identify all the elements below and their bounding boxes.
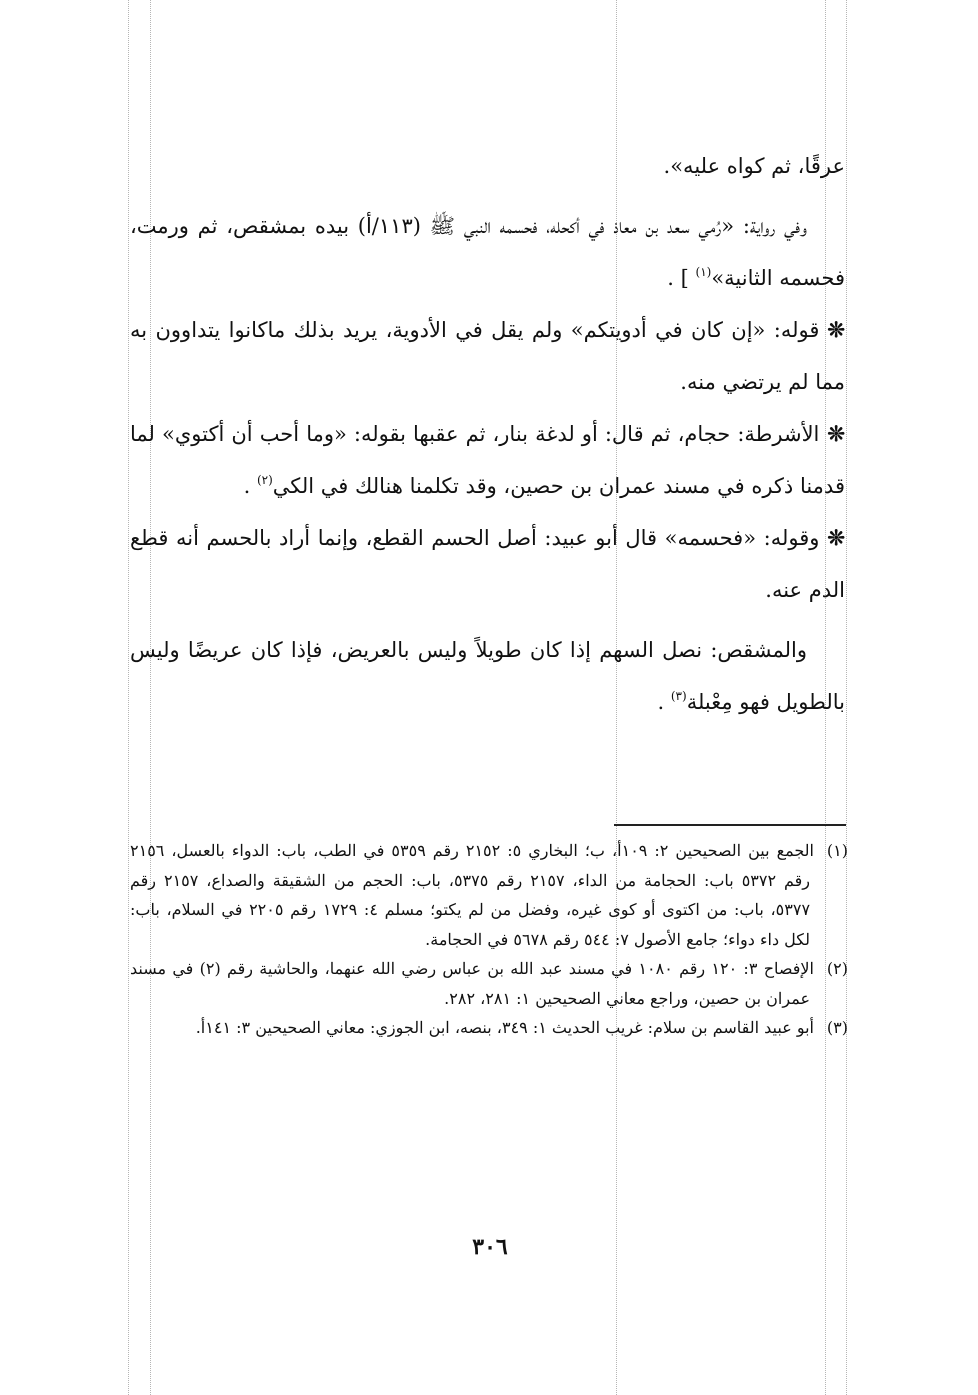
footnote-number: (٣) (826, 1018, 848, 1037)
paragraph (130, 624, 845, 728)
paragraph (130, 140, 845, 192)
star-marker-icon: ❊ (827, 421, 845, 446)
footnote (130, 954, 848, 1013)
scan-guide-line (128, 0, 129, 1395)
paragraph-text: قوله: «إن كان في أدويتكم» ولم يقل في الأدوية، يريد بذلك ماكانوا يتداوون به مما لم يرتضي منه. (130, 318, 845, 394)
paragraph-text: وقوله: «فحسمه» قال أبو عبيد: أصل الحسم القطع، وإنما أراد بالحسم أنه قطع الدم عنه. (130, 526, 845, 602)
footnote (130, 836, 848, 954)
footnotes (130, 836, 848, 1043)
footnote-text: الجمع بين الصحيحين ٢: ١٠٩أ، ب؛ البخاري ٥: ٢١٥٢ رقم ٥٣٥٩ في الطب، باب: الدواء بالعسل، ٢١٥٦ رقم ٥٣٧٢ باب: الحجامة من الداء، ٢١٥٧ رقم ٥٣٧٥، باب: الحجم من الشقيقة والصداع، ٢١٥٧ رقم ٥٣٧٧، باب: من اكتوى أو كوى غيره، وفضل من لم يكتو؛ مسلم ٤: ١٧٢٩ رقم ٢٢٠٥ في السلام، باب: لكل داء دواء؛ جامع الأصول ٧: ٥٤٤ رقم ٥٦٧٨ في الحجامة. (130, 841, 814, 949)
star-marker-icon: ❊ (827, 525, 845, 550)
footnote-ref: (١) (695, 265, 712, 279)
paragraph-text: وفي رواية: «رُمي سعد بن معاذ في أكحله، فحسمه النبي ﷺ (١١٣/أ) بيده بمشقص، ثم ورمت، فحسمه الثانية» (130, 214, 845, 290)
paragraph (130, 408, 845, 512)
footnote-text: أبو عبيد القاسم بن سلام: غريب الحديث ١: ٣٤٩، بنصه، ابن الجوزي: معاني الصحيحين ٣: ١٤١أ. (195, 1018, 814, 1037)
footnote-ref: (٣) (670, 689, 687, 703)
footnote-number: (٢) (826, 959, 848, 978)
footnote-number: (١) (826, 841, 848, 860)
paragraph-text: . (243, 474, 257, 498)
star-marker-icon: ❊ (827, 317, 845, 342)
paragraph-text: الأشرطة: حجام، ثم قال: أو لدغة بنار، ثم عقبها بقوله: «وما أحب أن أكتوي» لما قدمنا ذكره في مسند عمران بن حصين، وقد تكلمنا هنالك في الكي (130, 422, 845, 498)
page-number: ٣٠٦ (472, 1234, 508, 1260)
footnote-separator (614, 824, 846, 826)
paragraph-text: والمشقص: نصل السهم إذا كان طويلاً وليس بالعريض، فإذا كان عريضًا وليس بالطويل فهو مِعْبلة (130, 638, 845, 714)
paragraph (130, 512, 845, 616)
paragraph-text: ] . (667, 266, 689, 290)
paragraph (130, 304, 845, 408)
paragraph-text: عرقًا، ثم كواه عليه». (663, 154, 845, 178)
footnote (130, 1013, 848, 1043)
scan-guide-line (846, 0, 847, 1395)
main-text (130, 140, 845, 728)
paragraph (130, 200, 845, 304)
paragraph-text: . (657, 690, 671, 714)
footnote-ref: (٢) (256, 473, 273, 487)
footnote-text: الإفصاح ٣: ١٢٠ رقم ١٠٨٠ في مسند عبد الله بن عباس رضي الله عنهما، والحاشية رقم (٢) في مسند عمران بن حصين، وراجع معاني الصحيحين ١: ٢٨١، ٢٨٢. (130, 959, 814, 1008)
